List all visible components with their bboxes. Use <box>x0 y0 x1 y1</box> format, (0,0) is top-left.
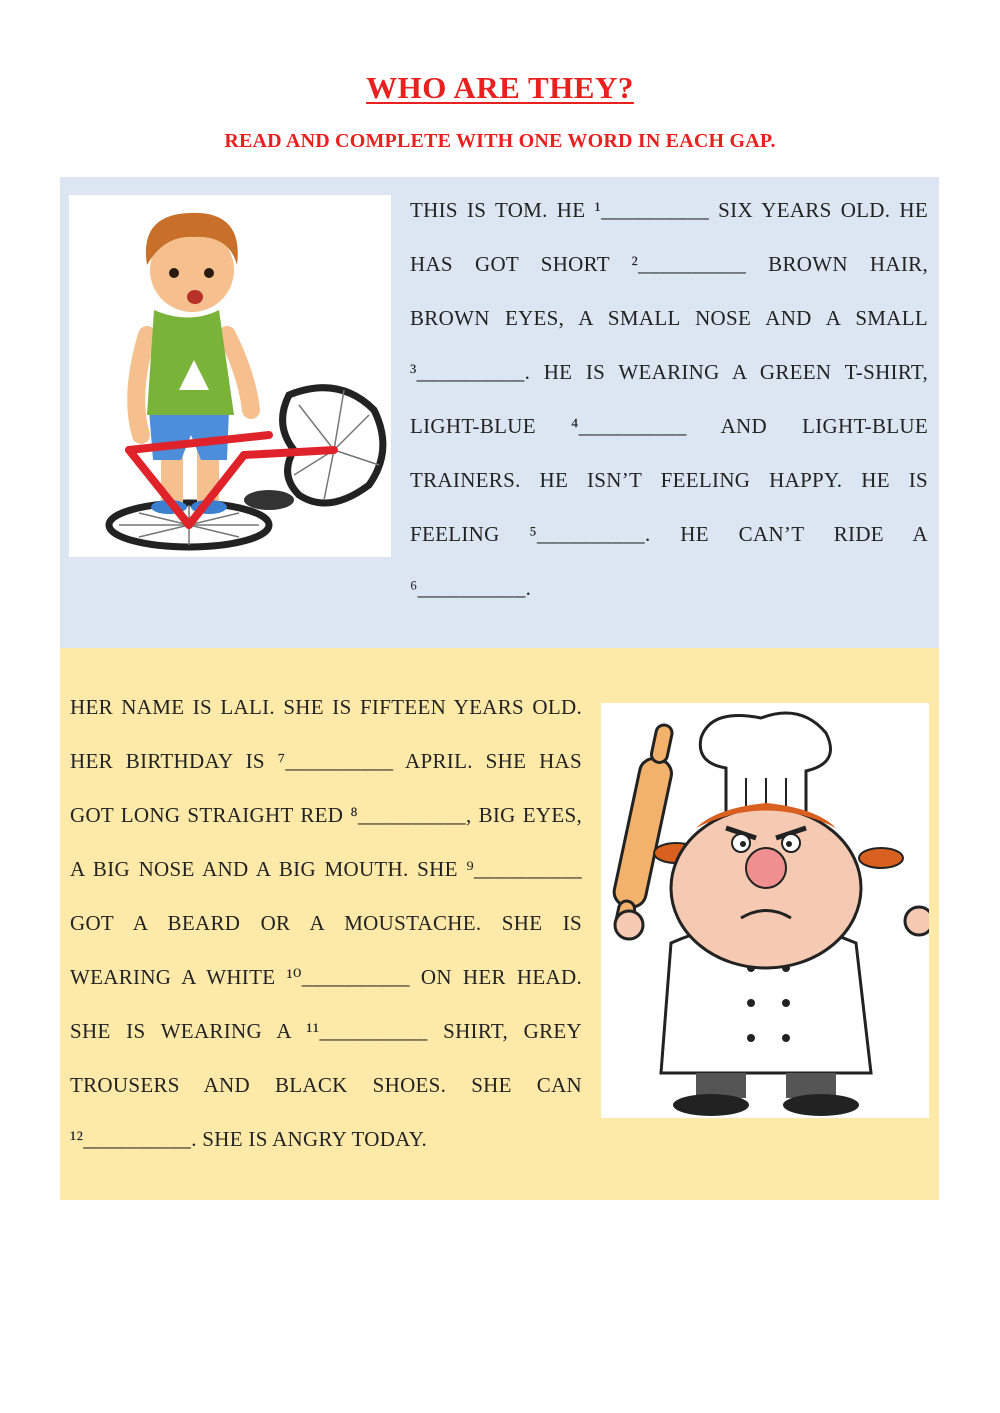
tom-panel <box>60 177 939 648</box>
tom-paragraph: THIS IS TOM. HE ¹__________ SIX YEARS OLD. HE HAS GOT SHORT ²__________ BROWN HAIR, BROWN EYES, A SMALL NOSE AND A SMALL ³__________. HE IS WEARING A GREEN T-SHIRT, LIGHT-BLUE ⁴__________ AND LIGHT-BLUE TRAINERS. HE ISN’T FEELING HAPPY. HE IS FEELING ⁵__________. HE CAN’T RIDE A ⁶__________. <box>410 198 928 600</box>
boy-with-broken-bicycle-illustration <box>69 195 391 557</box>
tom-description <box>410 183 928 615</box>
worksheet-instructions: READ AND COMPLETE WITH ONE WORD IN EACH GAP. <box>224 130 776 152</box>
lali-paragraph: HER NAME IS LALI. SHE IS FIFTEEN YEARS OLD. HER BIRTHDAY IS ⁷__________ APRIL. SHE HAS GOT LONG STRAIGHT RED ⁸__________, BIG EYES, A BIG NOSE AND A BIG MOUTH. SHE ⁹__________ GOT A BEARD OR A MOUSTACHE. SHE IS WEARING A WHITE ¹⁰__________ ON HER HEAD. SHE IS WEARING A ¹¹__________ SHIRT, GREY TROUSERS AND BLACK SHOES. SHE CAN ¹²__________. SHE IS ANGRY TODAY. <box>70 695 582 1151</box>
lali-panel <box>60 648 939 1200</box>
lali-description <box>70 680 582 1166</box>
worksheet-title: WHO ARE THEY? <box>366 70 634 105</box>
angry-chef-with-rolling-pin-illustration <box>601 703 929 1118</box>
